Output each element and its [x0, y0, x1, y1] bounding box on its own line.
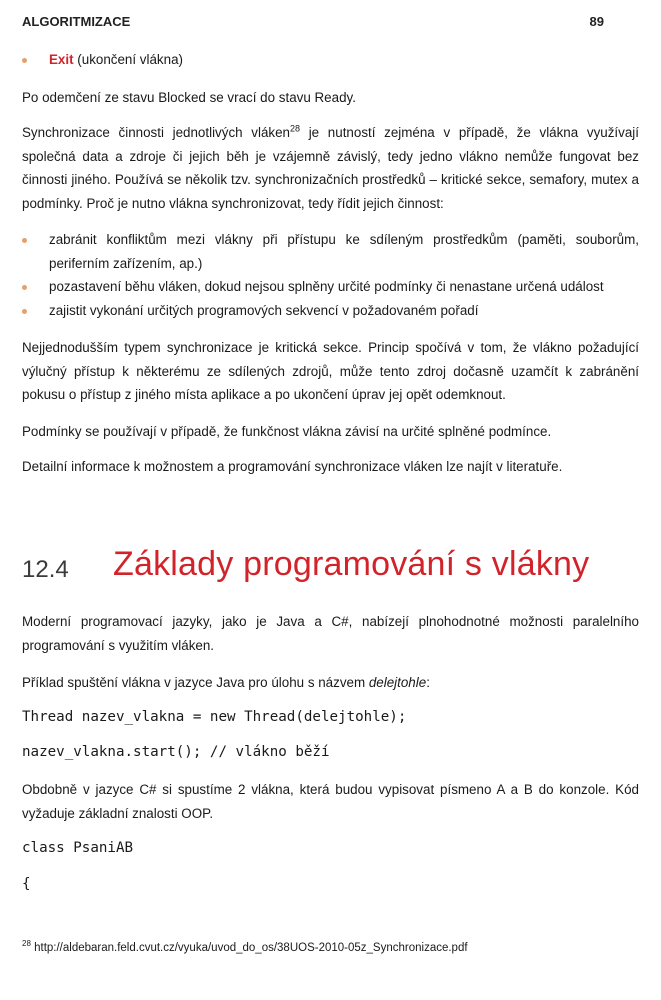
list-item [22, 228, 639, 275]
code-line: class PsaniAB [22, 840, 134, 856]
paragraph-literature: Detailní informace k možnostem a programování synchronizace vláken lze najít v literatuře. [22, 459, 563, 474]
list-item [22, 299, 639, 323]
section-number: 12.4 [22, 556, 69, 583]
page-number: 89 [589, 14, 604, 29]
paragraph-java-example [22, 671, 639, 695]
paragraph-critical-section: Nejjednodušším typem synchronizace je kritická sekce. Princip spočívá v tom, že vlákno požadující výlučný přístup k některému ze sdílených zdrojů, může tento zdroj dočasně uzamčít k zabránění pokusu o přístup z jiného místa aplikace a po ukončení úprav jej opět odemknout. [22, 340, 639, 402]
list-item-text: zabránit konfliktům mezi vlákny při přístupu ke sdíleným prostředkům (paměti, souborům, periferním zařízením, ap.) [49, 232, 639, 271]
footnote-ref-28[interactable]: 28 [289, 123, 300, 134]
code-line: { [22, 876, 31, 892]
paragraph-synchronization-text-a: Synchronizace činnosti jednotlivých vláken [22, 125, 290, 140]
sync-reasons-list [22, 228, 639, 322]
bullet-icon [22, 58, 27, 63]
java-example-text: Příklad spuštění vlákna v jazyce Java pro úlohu s názvem [22, 675, 369, 690]
paragraph-modern-languages: Moderní programovací jazyky, jako je Java a C#, nabízejí plnohodnotné možnosti paralelního programování s využitím vláken. [22, 614, 639, 653]
footnote-number: 28 [22, 939, 31, 949]
code-line: nazev_vlakna.start(); // vlákno běží [22, 744, 330, 760]
bullet-icon [22, 309, 27, 314]
bullet-icon [22, 285, 27, 290]
code-line: Thread nazev_vlakna = new Thread(delejtohle); [22, 709, 407, 725]
footnote-url[interactable]: http://aldebaran.feld.cvut.cz/vyuka/uvod_do_os/38UOS-2010-05z_Synchronizace.pdf [30, 942, 468, 954]
exit-keyword: Exit [49, 52, 74, 67]
paragraph-synchronization [22, 121, 639, 215]
exit-description: (ukončení vlákna) [73, 52, 183, 67]
java-example-colon: : [426, 675, 430, 690]
paragraph-synchronization-text-b: je nutností zejména v případě, že vlákna využívají společná data a zdroje či jejich běh je vzájemně závislý, tedy jedno vlákno nemůže fungovat bez činnosti jiného. Používá se několik tzv. synchronizačních prostředků – kritické sekce, semafory, mutex a podmínky. Proč je nutno vlákna synchronizovat, tedy řídit jejich činnost: [22, 125, 639, 211]
running-header [22, 14, 604, 29]
list-item-text: zajistit vykonání určitých programových sekvencí v požadovaném pořadí [49, 302, 479, 318]
list-item [22, 48, 639, 72]
list-item [22, 275, 639, 299]
list-item-text: pozastavení běhu vláken, dokud nejsou splněny určité podmínky či nenastane určená událost [49, 279, 604, 294]
exit-bullet-list [22, 48, 639, 72]
running-header-title: ALGORITMIZACE [22, 14, 131, 29]
footnote [22, 939, 468, 954]
paragraph-blocked-ready: Po odemčení ze stavu Blocked se vrací do stavu Ready. [22, 90, 356, 105]
task-name: delejtohle [368, 675, 427, 690]
paragraph-conditions: Podmínky se používají v případě, že funkčnost vlákna závisí na určité splněné podmínce. [22, 424, 552, 439]
paragraph-csharp-example: Obdobně v jazyce C# si spustíme 2 vlákna, která budou vypisovat písmeno A a B do konzole. Kód vyžaduje základní znalosti OOP. [22, 782, 639, 821]
section-title: Základy programování s vlákny [113, 545, 590, 583]
bullet-icon [22, 238, 27, 243]
